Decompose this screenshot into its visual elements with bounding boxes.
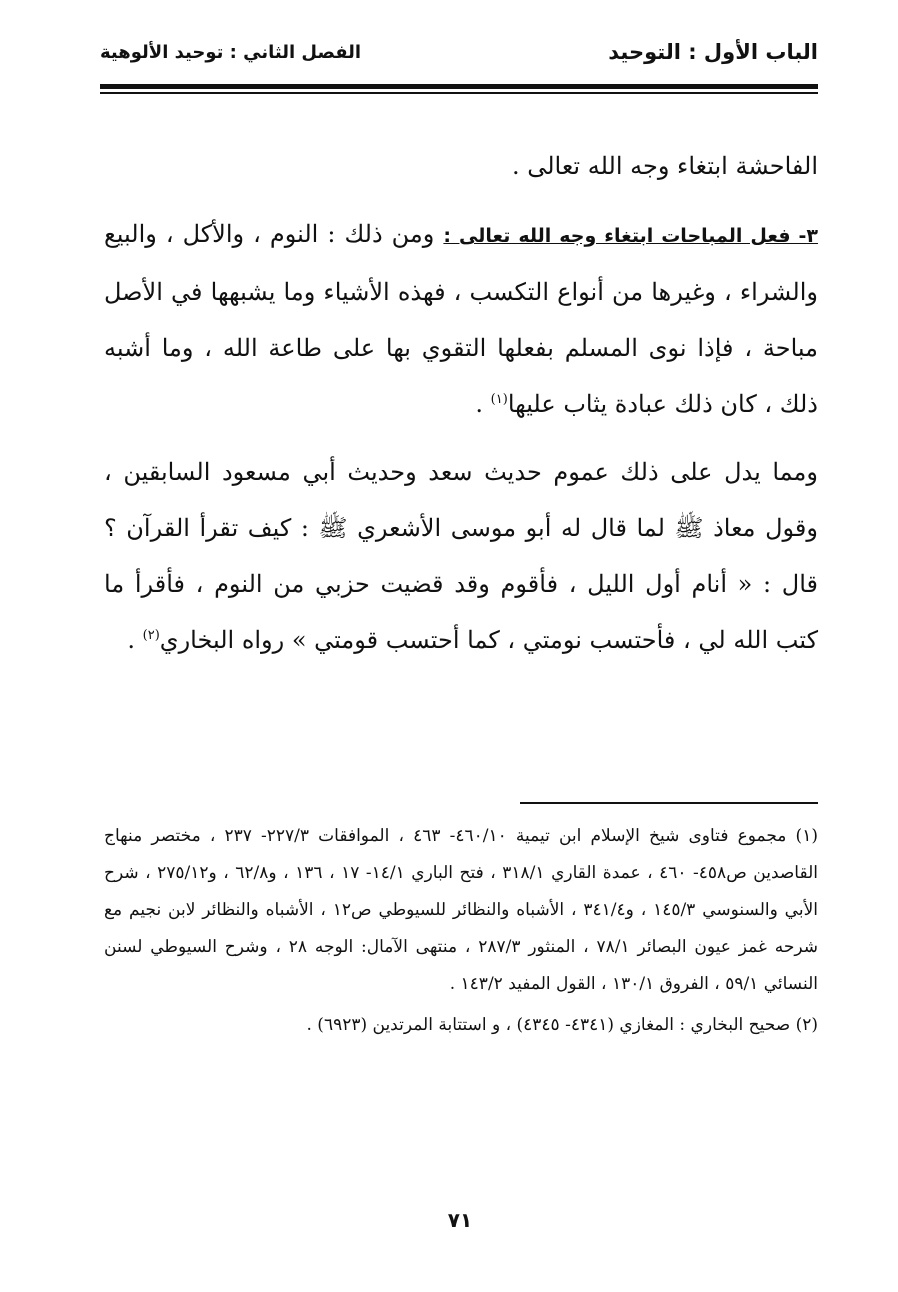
footnote-ref-2: (٢) bbox=[142, 628, 160, 643]
footnote-2: (٢) صحيح البخاري : المغازي (٤٣٤١- ٤٣٤٥) ، و استتابة المرتدين (٦٩٢٣) . bbox=[306, 1015, 818, 1035]
section-title: الفصل الثاني : توحيد الألوهية bbox=[100, 42, 362, 63]
page-number: ٧١ bbox=[447, 1208, 473, 1232]
paragraph-2 bbox=[104, 206, 818, 432]
header-rule-thick bbox=[100, 84, 818, 89]
paragraph-heading: ٣- فعل المباحات ابتغاء وجه الله تعالى : bbox=[443, 225, 819, 247]
footnote-1: (١) مجموع فتاوى شيخ الإسلام ابن تيمية ٤٦٠/١٠- ٤٦٣ ، الموافقات ٢٢٧/٣- ٢٣٧ ، مختصر منهاج القاصدين ص٤٥٨- ٤٦٠ ، عمدة القاري ٣١٨/١ ، فتح الباري ١٤/١- ١٧ ، ١٣٦ ، و٦٢/٨ ، و٢٧٥/١٢ ، شرح الأبي والسنوسي ١٤٥/٣ ، و٣٤١/٤ ، الأشباه والنظائر للسيوطي ص١٢ ، الأشباه والنظائر لابن نجيم مع شرحه غمز عيون البصائر ٧٨/١ ، المنثور ٢٨٧/٣ ، منتهى الآمال: الوجه ٢٨ ، وشرح السيوطي لسنن النسائي ٥٩/١ ، الفروق ١٣٠/١ ، القول المفيد ١٤٣/٢ . bbox=[104, 826, 818, 994]
header-rule-thin bbox=[100, 92, 818, 94]
paragraph-2-end: . bbox=[475, 390, 491, 418]
paragraph-3 bbox=[104, 444, 818, 668]
paragraph-3-text: ومما يدل على ذلك عموم حديث سعد وحديث أبي مسعود السابقين ، وقول معاذ ﷺ لما قال له أبو موسى الأشعري ﷺ : كيف تقرأ القرآن ؟ قال : « أنام أول الليل ، فأقوم وقد قضيت حزبي من النوم ، فأقرأ ما كتب الله لي ، فأحتسب نومتي ، كما أحتسب قومتي » رواه البخاري bbox=[104, 458, 818, 654]
main-text bbox=[104, 138, 818, 668]
chapter-title: الباب الأول : التوحيد bbox=[608, 40, 818, 64]
footnote-separator bbox=[520, 802, 818, 804]
running-header bbox=[100, 40, 818, 80]
paragraph-3-end: . bbox=[127, 626, 143, 654]
paragraph-1: الفاحشة ابتغاء وجه الله تعالى . bbox=[511, 152, 818, 180]
footnote-ref-1: (١) bbox=[490, 392, 508, 407]
footnotes bbox=[104, 818, 818, 1044]
paragraph-2-text: ومن ذلك : النوم ، والأكل ، والبيع والشراء ، وغيرها من أنواع التكسب ، فهذه الأشياء وما يشبهها في الأصل مباحة ، فإذا نوى المسلم بفعلها التقوي بها على طاعة الله ، وما أشبه ذلك ، كان ذلك عبادة يثاب عليها bbox=[104, 220, 818, 418]
